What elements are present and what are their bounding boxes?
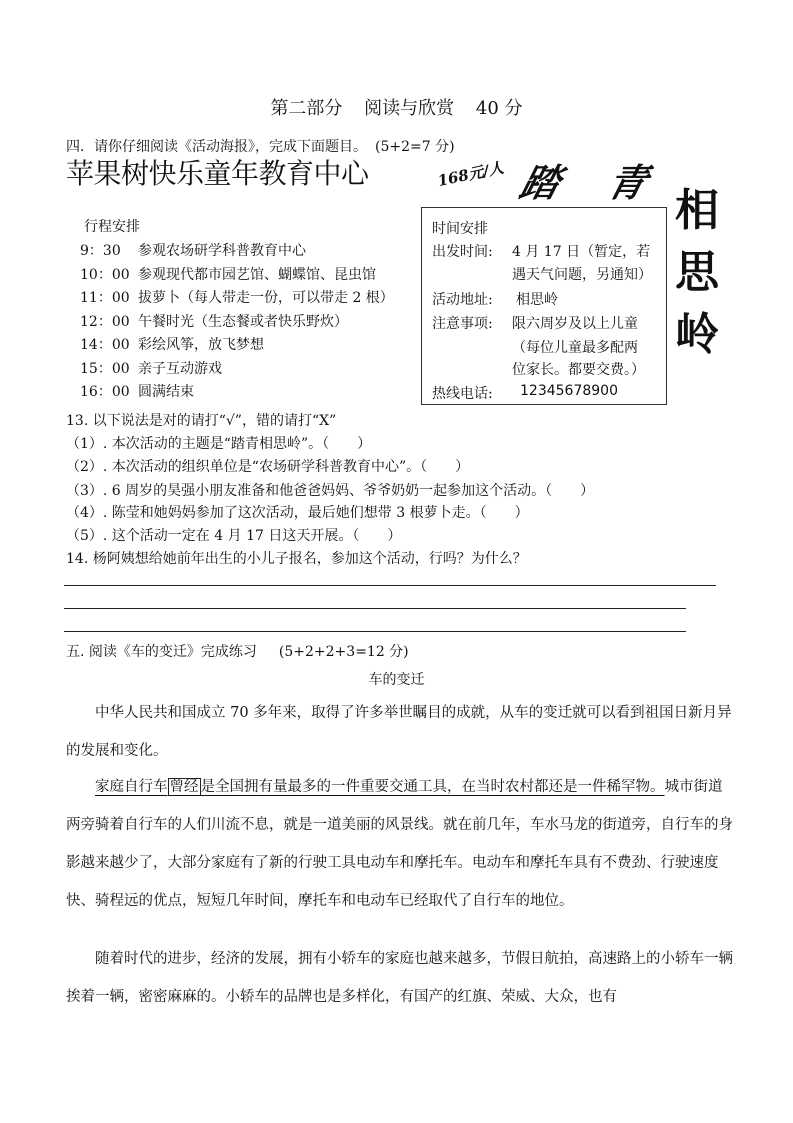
info-notes-label: 注意事项: <box>432 316 493 332</box>
title-reading: 阅读与欣赏 <box>364 98 455 119</box>
itinerary-time: 10：00 <box>80 266 130 283</box>
p2-rest: 城市街道两旁骑着自行车的人们川流不息，就是一道美丽的风景线。就在前几年，车水马龙的街道旁，自行车的身影越来越少了，大部分家庭有了新的行驶工具电动车和摩托车。电动车和摩托车具有不费劲、行驶速度快、骑程远的优点，短短几年时间，摩托车和电动车已经取代了自行车的地位。 <box>66 779 733 909</box>
itinerary-item <box>80 334 394 358</box>
answer-line-1[interactable] <box>64 585 716 586</box>
section4-text: 四．请你仔细阅读《活动海报》，完成下面题目。 <box>66 139 367 155</box>
info-hotline-label: 热线电话: <box>432 386 493 402</box>
itinerary-activity: 午餐时光（生态餐或者快乐野炊） <box>138 313 348 330</box>
info-notes-value-3: 位家长。都要交费。） <box>512 362 645 378</box>
itinerary-time: 12：00 <box>80 313 130 330</box>
info-address-label: 活动地址: <box>432 292 493 308</box>
section5-instruction <box>66 641 409 661</box>
info-address-value: 相思岭 <box>516 292 558 308</box>
itinerary-item <box>80 381 394 405</box>
itinerary-time: 9：30 <box>80 243 121 259</box>
itinerary-activity: 拔萝卜（每人带走一份，可以带走 2 根） <box>138 290 394 306</box>
info-notes-value-1: 限六周岁及以上儿童 <box>512 316 638 332</box>
itinerary-activity: 参观农场研学科普教育中心 <box>138 243 306 259</box>
location-char-3: 岭 <box>675 309 719 360</box>
q13-statement-4: （4）. 陈莹和她妈妈参加了这次活动，最后她们想带 3 根萝卜走。（ ） <box>66 505 529 521</box>
itinerary-activity: 圆满结束 <box>138 384 194 400</box>
info-depart-value-2: 遇天气问题，另通知） <box>512 267 652 283</box>
itinerary-item <box>80 287 394 311</box>
info-heading: 时间安排 <box>432 221 488 237</box>
poster-location-art <box>672 180 722 366</box>
article-paragraph-1: 中华人民共和国成立 70 多年来，取得了许多举世瞩目的成就，从车的变迁就可以看到祖国日新月异的发展和变化。 <box>66 705 732 759</box>
itinerary-item <box>80 358 394 382</box>
info-notes-value-2: （每位儿童最多配两 <box>512 340 638 356</box>
page-title <box>0 94 793 120</box>
title-score: 40 分 <box>475 98 523 119</box>
article-title: 车的变迁 <box>368 672 425 688</box>
q13-statement-3: （3）. 6 周岁的昊强小朋友准备和他爸爸妈妈、爷爷奶奶一起参加这个活动。（ ） <box>66 483 595 499</box>
poster-org-name: 苹果树快乐童年教育中心 <box>66 157 369 190</box>
q13-prompt: 13. 以下说法是对的请打“√”，错的请打“X” <box>66 413 337 429</box>
itinerary-activity: 亲子互动游戏 <box>138 360 222 377</box>
q14-prompt: 14. 杨阿姨想给她前年出生的小儿子报名，参加这个活动，行吗？为什么？ <box>66 551 527 567</box>
p2-boxed-word: 曾经 <box>169 779 199 795</box>
q13-statement-5: （5）. 这个活动一定在 4 月 17 日这天开展。（ ） <box>66 528 402 544</box>
poster-title-art: 踏 青 <box>515 160 671 205</box>
itinerary-activity: 参观现代都市园艺馆、蝴蝶馆、昆虫馆 <box>138 266 376 283</box>
itinerary-heading: 行程安排 <box>84 219 140 235</box>
itinerary-time: 14：00 <box>80 337 130 353</box>
itinerary-item <box>80 240 394 264</box>
itinerary-time: 16：00 <box>80 384 130 400</box>
info-depart-label: 出发时间: <box>432 244 493 260</box>
answer-line-2[interactable] <box>64 608 686 609</box>
location-char-2: 思 <box>675 247 719 298</box>
p2-underlined: 是全国拥有量最多的一件重要交通工具，在当时农村都还是一件稀罕物。 <box>200 779 665 795</box>
itinerary-item <box>80 264 394 288</box>
title-part: 第二部分 <box>270 98 343 119</box>
info-depart-value-1: 4 月 17 日（暂定，若 <box>512 244 651 260</box>
article-paragraph-3: 随着时代的进步，经济的发展，拥有小轿车的家庭也越来越多，节假日航拍，高速路上的小轿车一辆挨着一辆，密密麻麻的。小轿车的品牌也是多样化，有国产的红旗、荣威、大众，也有 <box>66 951 733 1005</box>
section5-text: 五. 阅读《车的变迁》完成练习 <box>66 644 257 660</box>
answer-line-3[interactable] <box>64 631 686 632</box>
itinerary-time: 11：00 <box>80 290 130 306</box>
article-paragraph-2 <box>66 768 734 920</box>
itinerary-time: 15：00 <box>80 360 130 377</box>
itinerary-list <box>80 240 394 405</box>
q13-statement-2: （2）. 本次活动的组织单位是“农场研学科普教育中心”。（ ） <box>66 459 470 475</box>
poster-price: 168元/人 <box>436 158 506 191</box>
p2-pre: 家庭自行车 <box>95 779 168 795</box>
itinerary-activity: 彩绘风筝，放飞梦想 <box>138 337 264 353</box>
location-char-1: 相 <box>675 185 719 236</box>
itinerary-item <box>80 311 394 335</box>
section5-points: (5+2+2+3=12 分) <box>278 644 409 660</box>
q13-statement-1: （1）. 本次活动的主题是“踏青相思岭”。（ ） <box>66 436 372 452</box>
section4-points: (5+2=7 分) <box>375 139 455 155</box>
info-hotline-value: 12345678900 <box>520 383 618 399</box>
